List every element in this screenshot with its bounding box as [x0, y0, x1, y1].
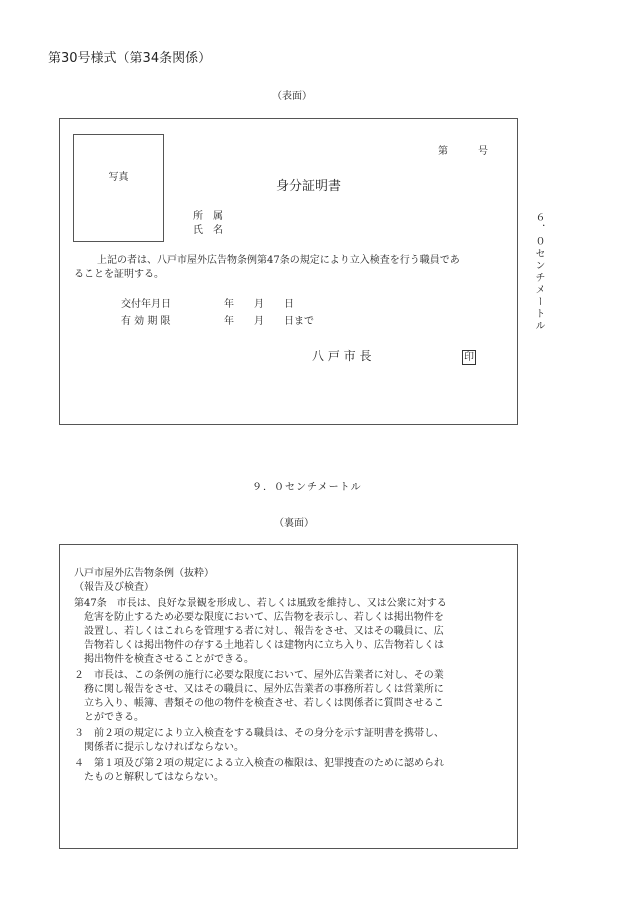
certification-text-line2: ることを証明する。 [74, 269, 164, 280]
expiry-label: 有 効 期 限 [121, 316, 171, 327]
article-text-line: ４ 第１項及び第２項の規定による立入検査の権限は、犯罪捜査のために認められ [74, 758, 444, 769]
photo-box [73, 134, 164, 242]
ordinance-title: 八戸市屋外広告物条例（抜粋） [74, 568, 214, 579]
certificate-number: 第 号 [438, 146, 488, 157]
article-text-line: とができる。 [74, 712, 144, 723]
article-text-line: ２ 市長は、この条例の施行に必要な限度において、屋外広告業者に対し、その業 [74, 670, 444, 681]
article-text-line: たものと解釈してはならない。 [74, 772, 224, 783]
article-text-line: 務に関し報告をさせ、又はその職員に、屋外広告業者の事務所若しくは営業所に [74, 684, 444, 695]
id-card-front [59, 118, 518, 425]
article-text-line: 第47条 市長は、良好な景観を形成し、若しくは風致を維持し、又は公衆に対する [74, 598, 447, 609]
article-text-line: 告物若しくは掲出物件の存する土地若しくは建物内に立ち入り、広告物若しくは [74, 640, 444, 651]
certificate-heading: 身分証明書 [276, 179, 342, 194]
width-dimension-label: ９．０センチメートル [252, 482, 362, 493]
article-text-line: 設置し、若しくはこれらを管理する者に対し、報告をさせ、又はその職員に、広 [74, 626, 444, 637]
issue-date-label: 交付年月日 [121, 299, 171, 310]
article-text-line: ３ 前２項の規定により立入検査をする職員は、その身分を示す証明書を携帯し、 [74, 728, 444, 739]
form-title: 第30号様式（第34条関係） [48, 51, 212, 66]
seal-mark [462, 345, 476, 365]
height-dimension-label: ６．０センチメートル [533, 212, 544, 332]
article-text-line: 危害を防止するため必要な限度において、広告物を表示し、若しくは掲出物件を [74, 612, 444, 623]
expiry-value: 年 月 日まで [224, 316, 314, 327]
article-heading: （報告及び検査） [74, 582, 154, 593]
id-card-back [59, 544, 518, 849]
back-side-label: （裏面） [274, 518, 314, 529]
article-text-line: 関係者に提示しなければならない。 [74, 742, 244, 753]
article-text-line: 掲出物件を検査させることができる。 [74, 654, 254, 665]
issuer-title: 八 戸 市 長 [312, 349, 372, 363]
issue-date-value: 年 月 日 [224, 299, 294, 310]
seal-char: 印 [464, 352, 474, 363]
certification-text-line1: 上記の者は、八戸市屋外広告物条例第47条の規定により立入検査を行う職員であ [97, 255, 460, 266]
name-label: 氏 名 [193, 225, 223, 236]
affiliation-label: 所 属 [193, 211, 223, 222]
article-text-line: 立ち入り、帳簿、書類その他の物件を検査させ、若しくは関係者に質問させるこ [74, 698, 444, 709]
front-side-label: （表面） [272, 91, 312, 102]
photo-label: 写真 [108, 172, 129, 183]
